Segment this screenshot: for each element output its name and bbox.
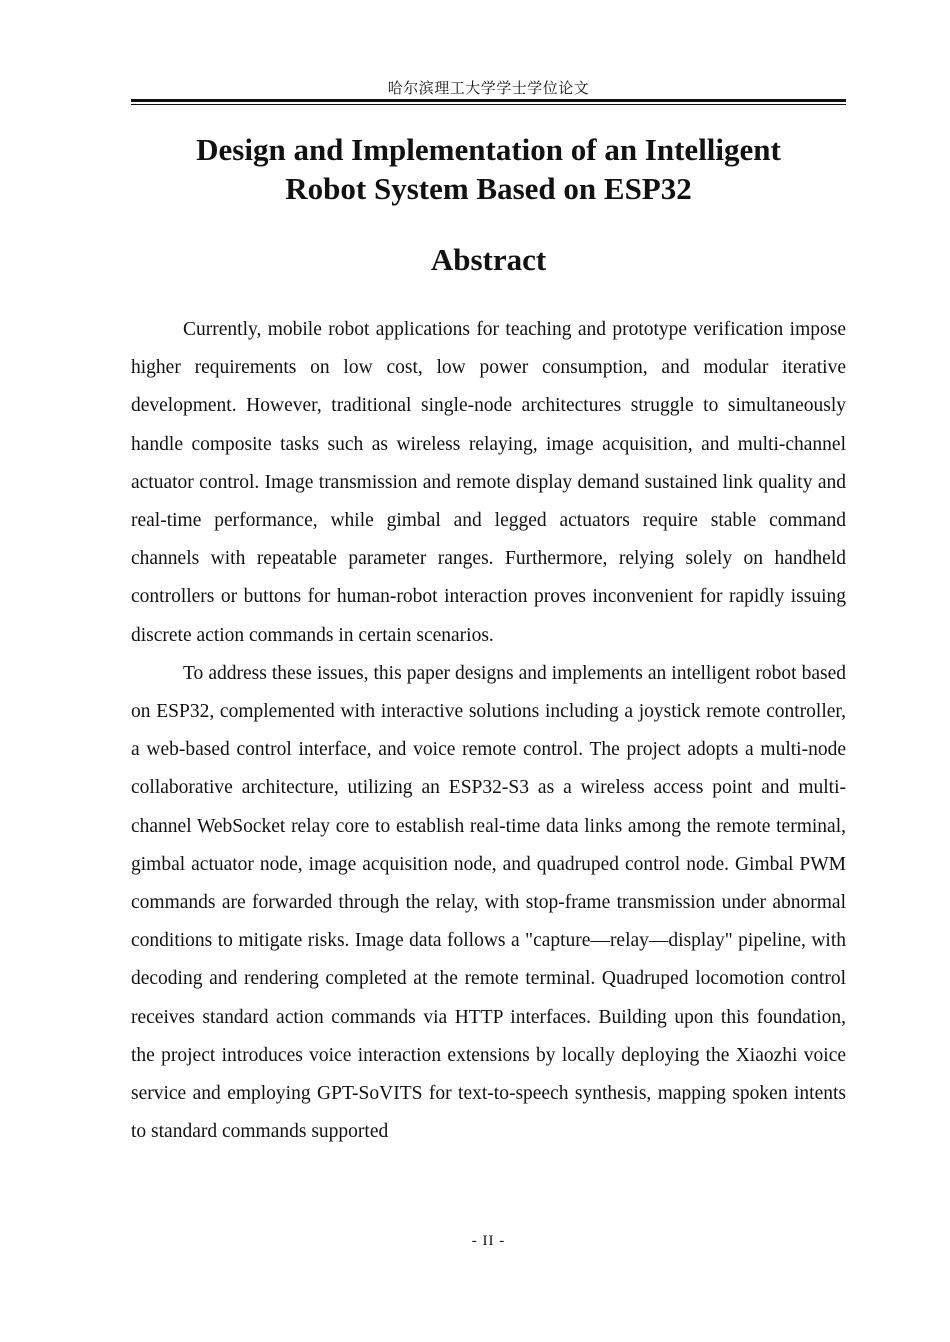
abstract-paragraph-2: To address these issues, this paper designs and implements an intelligent robot based on ESP32, complemented with interactive solutions including a joystick remote controller, a web-based control interface, and voice remote control. The project adopts a multi-node collaborative architecture, utilizing an ESP32-S3 as a wireless access point and multi-channel WebSocket relay core to establish real-time data links among the remote terminal, gimbal actuator node, image acquisition node, and quadruped control node. Gimbal PWM commands are forwarded through the relay, with stop-frame transmission under abnormal conditions to mitigate risks. Image data follows a "capture—relay—display" pipeline, with decoding and rendering completed at the remote terminal. Quadruped locomotion control receives standard action commands via HTTP interfaces. Building upon this foundation, the project introduces voice interaction extensions by locally deploying the Xiaozhi voice service and employing GPT-SoVITS for text-to-speech synthesis, mapping spoken intents to standard commands supported <box>131 662 846 1143</box>
page-number: - II - <box>471 1233 506 1249</box>
abstract-body <box>131 311 846 1151</box>
paper-title <box>131 130 846 208</box>
abstract-paragraph-1: Currently, mobile robot applications for teaching and prototype verification impose higher requirements on low cost, low power consumption, and modular iterative development. However, traditional single-node architectures struggle to simultaneously handle composite tasks such as wireless relaying, image acquisition, and multi-channel actuator control. Image transmission and remote display demand sustained link quality and real-time performance, while gimbal and legged actuators require stable command channels with repeatable parameter ranges. Furthermore, relying solely on handheld controllers or buttons for human-robot interaction proves inconvenient for rapidly issuing discrete action commands in certain scenarios. <box>131 319 846 646</box>
running-header: 哈尔滨理工大学学士学位论文 <box>387 79 590 97</box>
paper-title-line-1: Design and Implementation of an Intelligent <box>196 132 781 167</box>
header-rule-thick <box>131 99 846 102</box>
header-rule-thin <box>131 104 846 105</box>
paper-title-line-2: Robot System Based on ESP32 <box>285 171 692 206</box>
abstract-heading: Abstract <box>430 242 547 277</box>
